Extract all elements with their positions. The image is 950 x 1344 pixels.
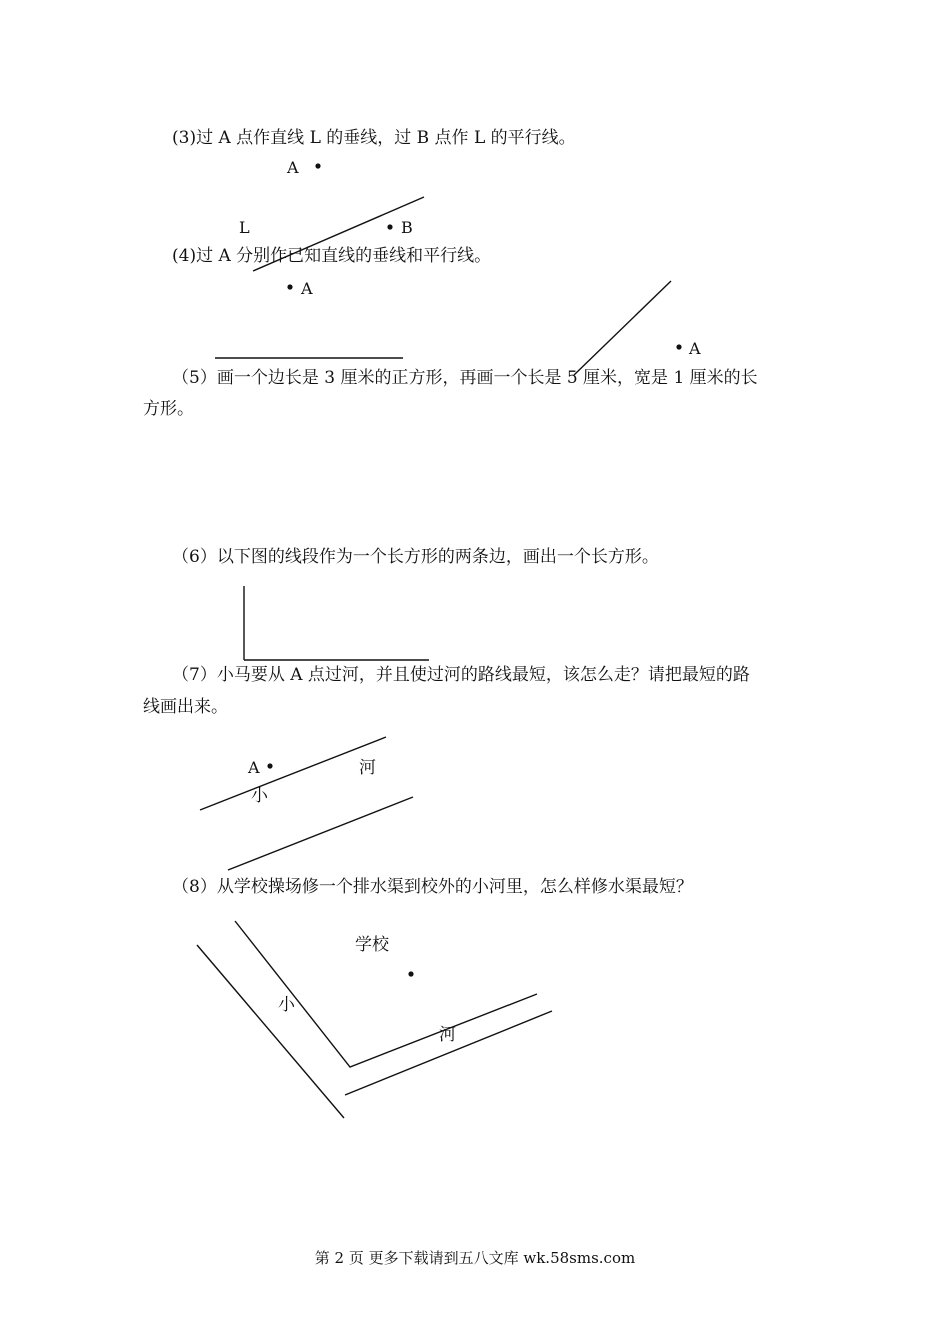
q4-instruction: (4)过 A 分别作已知直线的垂线和平行线。 (172, 246, 492, 266)
q4-point-a2 (676, 344, 681, 349)
page-footer: 第 2 页 更多下载请到五八文库 wk.58sms.com (314, 1249, 636, 1267)
q3-label-a: A (287, 158, 299, 177)
q8-label-school: 学校 (355, 935, 389, 955)
q7-label-small: 小 (251, 786, 268, 806)
q3-point-b (387, 224, 392, 229)
q3-point-a (315, 163, 320, 168)
q5-instruction-line2: 方形。 (143, 399, 194, 419)
q7-riverbank-lower (228, 797, 413, 870)
q3-line-l (253, 197, 424, 271)
q3-instruction: (3)过 A 点作直线 L 的垂线，过 B 点作 L 的平行线。 (172, 128, 576, 148)
q8-label-river: 河 (439, 1025, 456, 1045)
q4-slanted-line (574, 281, 671, 375)
q8-instruction: （8）从学校操场修一个排水渠到校外的小河里，怎么样修水渠最短？ (172, 877, 693, 897)
q8-label-small: 小 (278, 995, 295, 1015)
q4-label-a2: A (689, 339, 701, 358)
q4-point-a1 (287, 284, 292, 289)
q5-instruction-line1: （5）画一个边长是 3 厘米的正方形，再画一个长是 5 厘米，宽是 1 厘米的长 (172, 368, 758, 388)
q7-point-a (267, 763, 272, 768)
q7-instruction-line1: （7）小马要从 A 点过河，并且使过河的路线最短，该怎么走？请把最短的路 (172, 665, 750, 685)
q7-riverbank-upper (200, 737, 386, 810)
q4-label-a1: A (301, 279, 313, 298)
q3-label-b: B (401, 218, 413, 237)
q7-instruction-line2: 线画出来。 (143, 697, 228, 717)
q8-point-school (408, 971, 413, 976)
q8-riverbank-outer-right (345, 1011, 552, 1095)
q6-instruction: （6）以下图的线段作为一个长方形的两条边，画出一个长方形。 (172, 547, 659, 567)
q7-label-river: 河 (359, 758, 376, 778)
q7-label-a: A (248, 758, 260, 777)
q8-riverbank-inner (235, 921, 537, 1067)
q3-label-l: L (239, 218, 250, 237)
